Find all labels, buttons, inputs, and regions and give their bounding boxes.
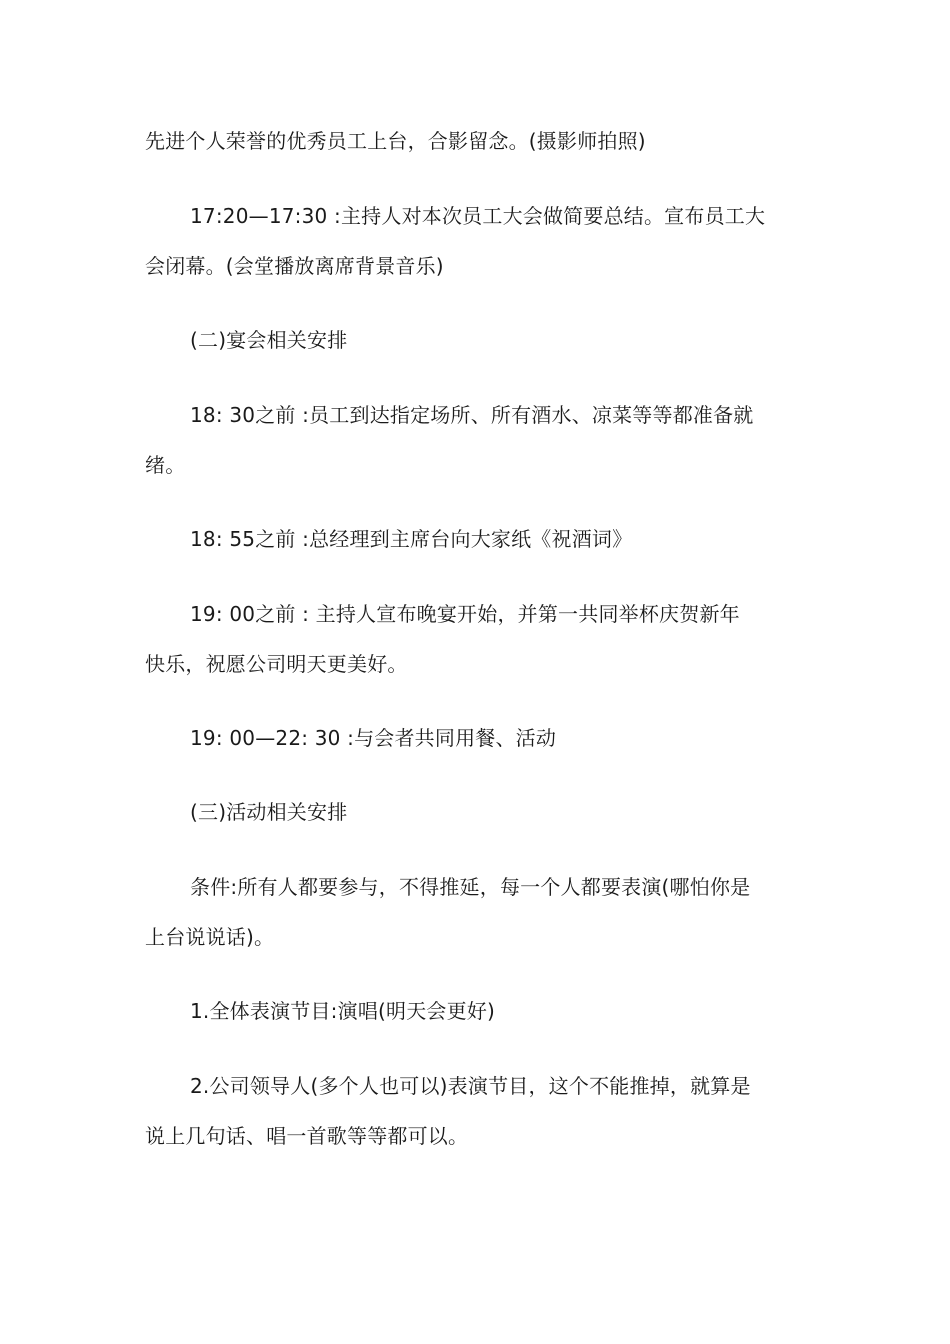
list-item: 1.全体表演节目:演唱(明天会更好) (190, 999, 496, 1023)
paragraph-line: 18: 55之前 :总经理到主席台向大家纸《祝酒词》 (190, 527, 633, 551)
paragraph-line: 19: 00—22: 30 :与会者共同用餐、活动 (190, 726, 557, 750)
paragraph-line: 18: 30之前 :员工到达指定场所、所有酒水、凉菜等等都准备就 (190, 403, 754, 427)
paragraph-line: 快乐，祝愿公司明天更美好。 (145, 652, 408, 676)
paragraph-line: 19: 00之前 : 主持人宣布晚宴开始，并第一共同举杯庆贺新年 (190, 602, 740, 626)
list-item: 2.公司领导人(多个人也可以)表演节目，这个不能推掉，就算是 (190, 1074, 751, 1098)
paragraph-line: 上台说说话)。 (145, 925, 275, 949)
section-heading: (二)宴会相关安排 (190, 328, 348, 352)
section-heading: (三)活动相关安排 (190, 800, 348, 824)
paragraph-line: 绪。 (145, 453, 186, 477)
paragraph-line: 17:20—17:30 :主持人对本次员工大会做简要总结。宣布员工大 (190, 204, 766, 228)
paragraph-line: 先进个人荣誉的优秀员工上台，合影留念。(摄影师拍照) (145, 129, 646, 153)
paragraph-line: 说上几句话、唱一首歌等等都可以。 (145, 1124, 469, 1148)
paragraph-line: 条件:所有人都要参与，不得推延，每一个人都要表演(哪怕你是 (190, 875, 751, 899)
paragraph-line: 会闭幕。(会堂播放离席背景音乐) (145, 254, 444, 278)
